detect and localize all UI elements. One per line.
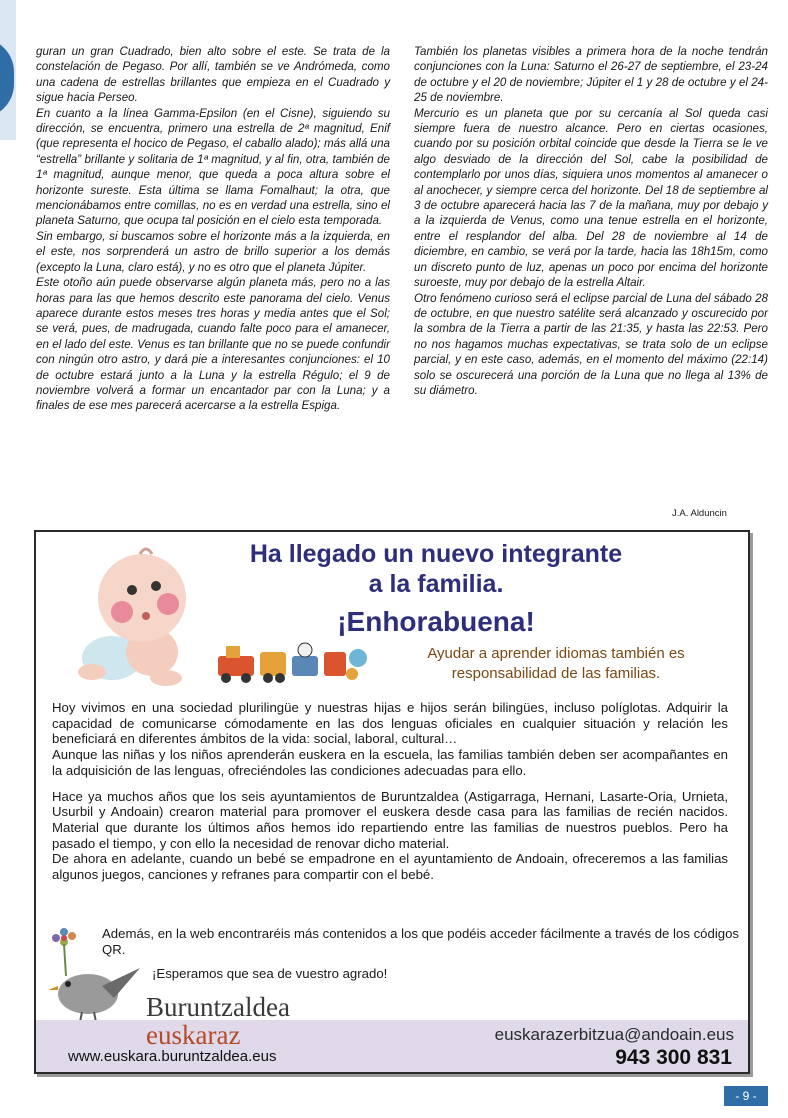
brand-name: Buruntzaldea [146, 992, 290, 1022]
blue-arc-decoration [0, 38, 14, 118]
ad-subtitle-line-1: Ayudar a aprender idiomas también es [427, 645, 685, 662]
ad-paragraph: Aunque las niñas y los niños aprenderán euskera en la escuela, las familias también deben ser acompañantes en la adquisición de las lenguas, ofreciéndoles las condiciones adecuadas para ello. [52, 747, 728, 778]
article-paragraph: Este otoño aún puede observarse algún planeta más, pero no a las horas para las que hemos descrito este panorama del cielo. Venus aparece durante estos meses tres horas y media antes que el Sol; se verá, pues, de madrugada, cuando falte poco para el amanecer, en el lado del este. Venus es tan brillante que no se puede confundir con ningún otro astro, y dará pie a interesantes conjunciones: el 10 de octubre estará junto a la Luna y la estrella Régulo; el 9 de noviembre volverá a formar un encantador par con la Luna; y a finales de ese mes parecerá acercarse a la estrella Espiga. [36, 276, 390, 413]
contact-email[interactable]: euskarazerbitzua@andoain.eus [494, 1025, 734, 1044]
toys-illustration [212, 638, 372, 688]
ad-headline-congratulations: ¡Enhorabuena! [337, 606, 535, 637]
article-paragraph: Sin embargo, si buscamos sobre el horizonte más a la izquierda, en el este, nos sorprenderá un astro de brillo superior a los demás (excepto la Luna, claro está), y no es otro que el planeta Júpiter. [36, 229, 390, 274]
article-paragraph: guran un gran Cuadrado, bien alto sobre el este. Se trata de la constelación de Pegaso. Por allí, también se ve Andrómeda, como una cadena de estrellas brillantes que empieza en el Cuadrado y sigue hacia Perseo. [36, 45, 390, 105]
article-paragraph: También los planetas visibles a primera hora de la noche tendrán conjunciones con la Luna: Saturno el 26-27 de septiembre, el 23-24 de octubre y el 20 de noviembre; Júpiter el 1 y 28 de octubre y el 24-25 de noviembre. [414, 45, 768, 105]
bird-flower-logo-icon [42, 928, 142, 1022]
contact-phone: 943 300 831 [615, 1046, 732, 1069]
article-right-column [414, 44, 768, 398]
article-paragraph: Otro fenómeno curioso será el eclipse parcial de Luna del sábado 28 de octubre, en que nuestro satélite será alcanzado y oscurecido por la sombra de la Tierra a partir de las 21:35, y hasta las 22:53. Pero no nos hagamos muchas expectativas, se trata solo de un eclipse parcial, y en este caso, además, en el momento del máximo (22:14) solo se oscurecerá una porción de la Luna que no llega al 13% de su diámetro. [414, 291, 768, 397]
ad-paragraph: Hoy vivimos en una sociedad plurilingüe y nuestras hijas e hijos serán bilingües, incluso políglotas. Adquirir la capacidad de comunicarse cómodamente en las dos lenguas oficiales en cualquier situación y relación les beneficiará en diferentes ámbitos de la vida: social, laboral, cultural… [52, 700, 728, 747]
ad-paragraph: Además, en la web encontraréis más contenidos a los que podéis acceder fácilmente a través de los códigos QR. [102, 926, 740, 957]
ad-subtitle [376, 644, 736, 684]
ad-subtitle-line-2: responsabilidad de las familias. [451, 665, 661, 682]
brand-tagline: euskaraz [146, 1020, 241, 1050]
ad-headline-line-2: a la familia. [368, 570, 504, 598]
page-number: - 9 - [724, 1086, 768, 1106]
advertisement-box [34, 530, 750, 1074]
ad-headline-line-1: Ha llegado un nuevo integrante [249, 540, 623, 568]
article-paragraph: En cuanto a la línea Gamma-Epsilon (en el Cisne), siguiendo su dirección, se encuentra, primero una estrella de 2ª magnitud, Enif (que representa el hocico de Pegaso, el caballo alado); más allá una “estrella” brillante y solitaria de 1ª magnitud, y al fin, otra, también de 1ª magnitud, aunque menor, que queda a poca altura sobre el horizonte sureste. Esta última se llama Fomalhaut; la otra, que mencionábamos entre comillas, no es en verdad una estrella, sino el planeta Saturno, que ocupa tal posición en el cielo esta temporada. [36, 106, 390, 228]
ad-closing-line: ¡Esperamos que sea de vuestro agrado! [152, 966, 388, 981]
ad-body-text [52, 700, 728, 883]
article-paragraph: Mercurio es un planeta que por su cercanía al Sol queda casi siempre fuera de nuestro alcance. Pero en ciertas ocasiones, cuando por su posición orbital coincide que desde la Tierra se le ve algo desviado de la dirección del Sol, cabe la posibilidad de contemplarlo por unos días, siquiera unos momentos al amanecer o al anochecer, y siempre cerca del horizonte. Del 18 de septiembre al 3 de octubre aparecerá hacia las 7 de la mañana, muy por debajo y a la izquierda de Venus, como una tenue estrella en el horizonte, entre el resplandor del alba. Del 28 de noviembre al 14 de diciembre, en cambio, se verá por la tarde, hacia las 18h15m, como un discreto punto de luz, apenas un poco por encima del horizonte suroeste, muy por debajo de la estrella Altair. [414, 106, 768, 290]
ad-paragraph: De ahora en adelante, cuando un bebé se empadrone en el ayuntamiento de Andoain, ofreceremos a las familias algunos juegos, canciones y refranes para compartir con el bebé. [52, 851, 728, 883]
page-edge-decoration [0, 0, 16, 140]
website-link[interactable]: www.euskara.buruntzaldea.eus [68, 1048, 277, 1065]
article-author: J.A. Alduncin [672, 508, 727, 519]
ad-paragraph: Hace ya muchos años que los seis ayuntamientos de Buruntzaldea (Astigarraga, Hernani, Lasarte-Oria, Urnieta, Usurbil y Andoain) crearon material para promover el euskera desde casa para las familias de recién nacidos. Material que durante los últimos años hemos ido repartiendo entre las familias de nuestros pueblos. Pero ha pasado el tiempo, y con ello la necesidad de renovar dicho material. [52, 788, 728, 851]
article-left-column [36, 44, 390, 414]
